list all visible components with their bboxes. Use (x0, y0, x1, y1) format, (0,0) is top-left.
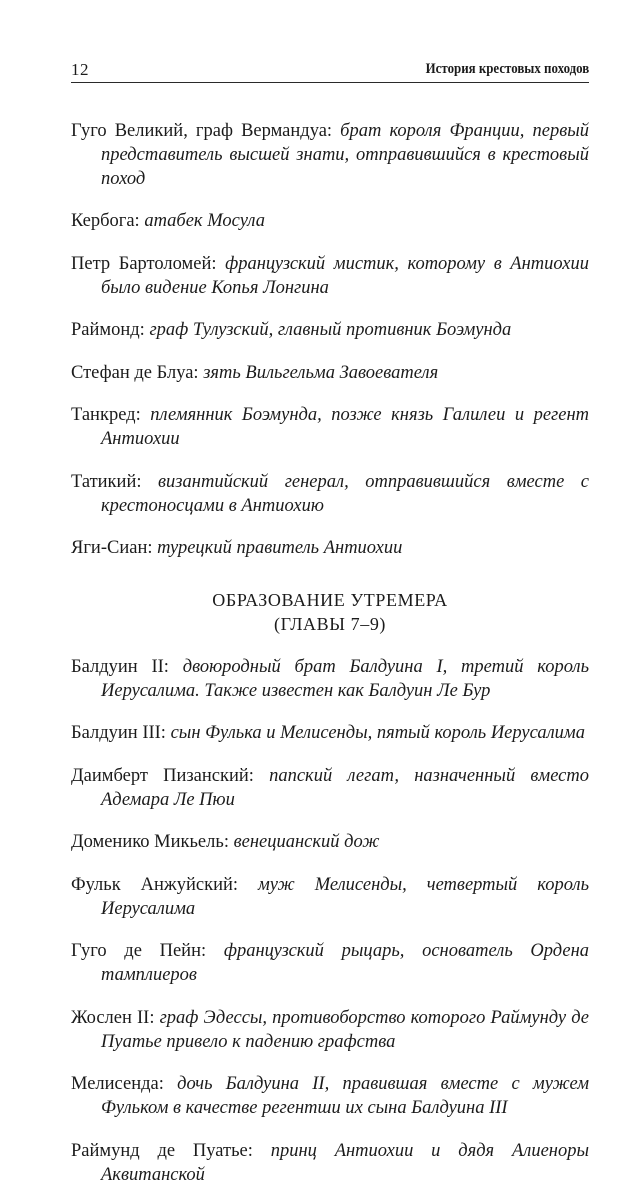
list-item: Фульк Анжуйский: муж Мелисенды, четвертый король Иерусалима (71, 874, 589, 919)
list-item: Балдуин II: двоюродный брат Балдуина I, третий король Иерусалима. Также известен как Балдуин Ле Бур (71, 656, 590, 701)
entries-list-part1 (71, 119, 589, 561)
list-item: Кербога: атабек Мосула (71, 211, 265, 231)
list-item: Татикий: византийский генерал, отправившийся вместе с крестоносцами в Антиохию (71, 471, 590, 516)
list-item: Гуго Великий, граф Вермандуа: брат короля Франции, первый представитель высшей знати, отправившийся в крестовый поход (71, 120, 590, 189)
entries-list-part2 (71, 655, 589, 1187)
page-header (71, 56, 589, 83)
list-item: Раймунд де Пуатье: принц Антиохии и дядя Алиеноры Аквитанской (71, 1140, 590, 1185)
page-number: 12 (71, 60, 89, 79)
section-subtitle: (ГЛАВЫ 7–9) (273, 614, 387, 634)
list-item: Яги-Сиан: турецкий правитель Антиохии (71, 538, 403, 558)
running-title: История крестовых походов (425, 61, 589, 77)
list-item: Танкред: племянник Боэмунда, позже князь Галилеи и регент Антиохии (71, 405, 590, 449)
list-item: Стефан де Блуа: зять Вильгельма Завоевателя (71, 362, 439, 383)
list-item: Доменико Микьель: венецианский дож (71, 832, 380, 852)
section-title: ОБРАЗОВАНИЕ УТРЕМЕРА (212, 590, 448, 610)
list-item: Мелисенда: дочь Балдуина II, правившая вместе с мужем Фульком в качестве регентши их сына Балдуина III (71, 1074, 589, 1118)
list-item: Балдуин III: сын Фулька и Мелисенды, пятый король Иерусалима (71, 723, 585, 743)
list-item: Раймонд: граф Тулузский, главный противник Боэмунда (71, 320, 512, 340)
page-body (71, 100, 589, 1195)
list-item: Даимберт Пизанский: папский легат, назначенный вместо Адемара Ле Пюи (71, 765, 589, 810)
list-item: Петр Бартоломей: французский мистик, которому в Антиохии было видение Копья Лонгина (71, 253, 589, 298)
list-item: Гуго де Пейн: французский рыцарь, основатель Ордена тамплиеров (71, 941, 590, 985)
section-heading (71, 588, 589, 636)
list-item: Жослен II: граф Эдессы, противоборство которого Раймунду де Пуатье привело к падению графства (71, 1007, 589, 1052)
